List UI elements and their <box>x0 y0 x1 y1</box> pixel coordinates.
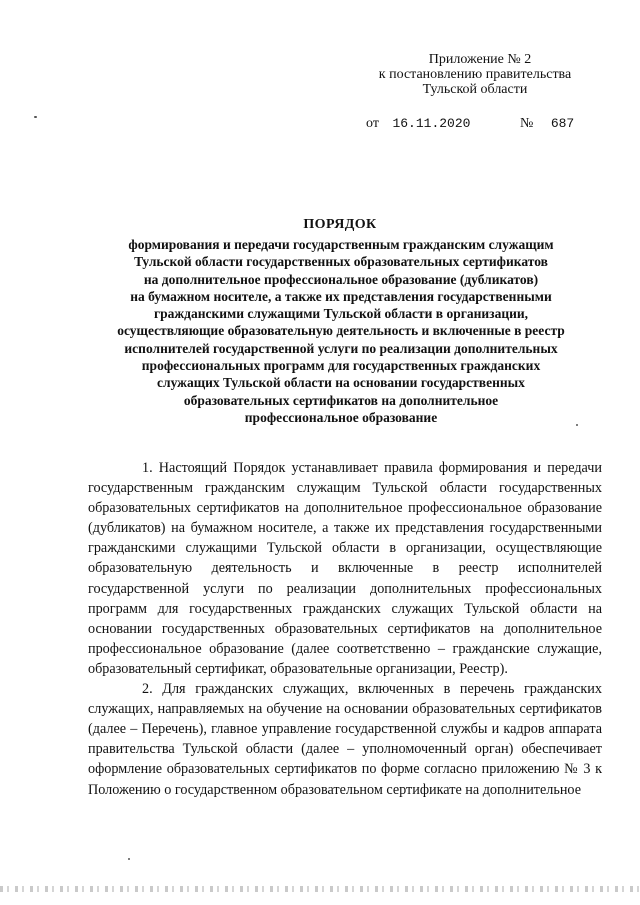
subtitle-line: профессиональное образование <box>244 409 438 425</box>
subtitle-line: осуществляющие образовательную деятельность и включенные в реестр <box>117 323 565 339</box>
subtitle-line: гражданскими служащими Тульской области в организации, <box>153 306 529 322</box>
document-subtitle <box>92 236 590 426</box>
document-title: ПОРЯДОК <box>303 217 377 232</box>
appendix-number: Приложение № 2 <box>428 52 532 67</box>
subtitle-line: исполнителей государственной услуги по реализации дополнительных <box>124 340 558 356</box>
paragraph-2: 2. Для гражданских служащих, включенных в перечень гражданских служащих, направляемых на обучение на основании образовательных сертификатов (далее – Перечень), главное управление государственной службы и кадров аппарата правительства Тульской области (далее – уполномоченный орган) обеспечивает оформление образовательных сертификатов по форме согласно приложению № 3 к Положению о государственном образовательном сертификате на дополнительное <box>88 681 602 798</box>
resolution-dateline <box>366 116 574 132</box>
subtitle-line: служащих Тульской области на основании государственных <box>157 375 525 391</box>
scan-speck <box>576 424 578 426</box>
resolution-date: 16.11.2020 <box>392 116 471 131</box>
number-label: № <box>519 116 534 131</box>
subtitle-line: образовательных сертификатов на дополнительное <box>183 392 499 408</box>
scan-edge-noise <box>0 886 640 892</box>
appendix-region: Тульской области <box>422 82 528 97</box>
subtitle-line: на бумажном носителе, а также их представления государственными <box>130 288 552 304</box>
scan-speck <box>34 116 37 118</box>
subtitle-line: формирования и передачи государственным гражданским служащим <box>128 237 554 252</box>
resolution-number: 687 <box>550 116 575 131</box>
appendix-reference: к постановлению правительства <box>378 67 572 82</box>
subtitle-line: Тульской области государственных образовательных сертификатов <box>134 254 548 270</box>
document-body <box>88 458 602 800</box>
subtitle-line: на дополнительное профессиональное образование (дубликатов) <box>143 271 539 287</box>
date-prefix: от <box>366 116 379 131</box>
scan-speck <box>128 858 130 860</box>
subtitle-line: профессиональных программ для государственных гражданских <box>141 358 541 374</box>
appendix-block <box>360 52 590 97</box>
paragraph-1: 1. Настоящий Порядок устанавливает правила формирования и передачи государственным гражданским служащим Тульской области государственных образовательных сертификатов на дополнительное профессиональное образование (дубликатов) на бумажном носителе, а также их представления государственными гражданскими служащими Тульской области в организации, осуществляющие образовательную деятельность и включенные в реестр исполнителей государственной услуги по реализации дополнительных профессиональных программ для государственных гражданских служащих Тульской области на основании государственных образовательных сертификатов на дополнительное профессиональное образование (далее соответственно – гражданские служащие, образовательный сертификат, образовательные организации, Реестр). <box>88 460 602 677</box>
